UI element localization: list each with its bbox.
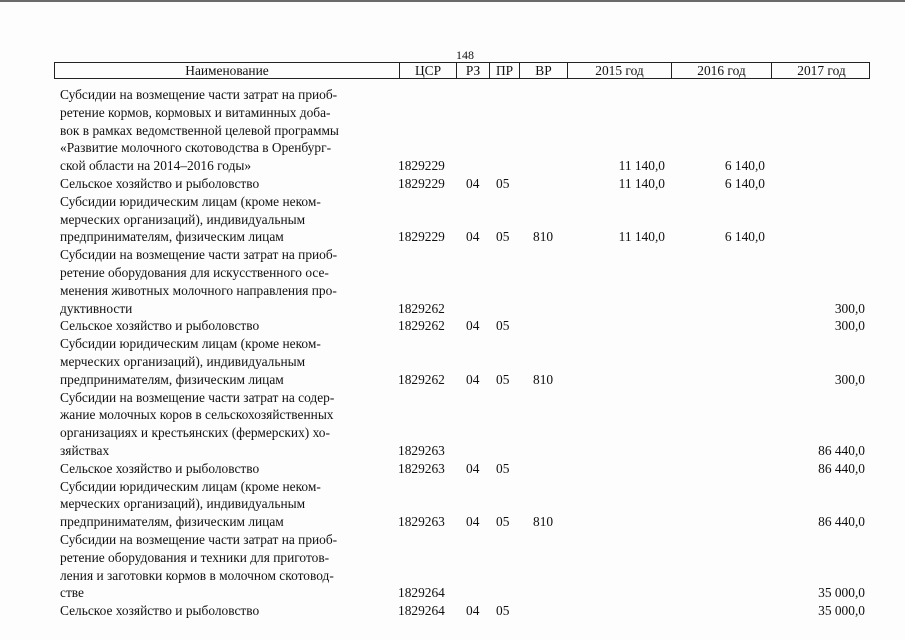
row-2016: 6 140,0 — [724, 229, 765, 245]
row-pr: 05 — [496, 603, 510, 619]
row-2017: 300,0 — [834, 371, 865, 387]
row-rz: 04 — [466, 460, 480, 476]
header-2017: 2017 год — [771, 63, 871, 78]
row-name-line: стве — [60, 585, 84, 601]
row-2016: 6 140,0 — [724, 158, 765, 174]
row-rz: 04 — [466, 229, 480, 245]
row-csr: 1829263 — [398, 443, 445, 458]
row-name-line: ретение оборудования для искусственного осе- — [60, 265, 329, 280]
row-name-line: ретение кормов, кормовых и витаминных доба- — [60, 104, 331, 120]
row-name-line: «Развитие молочного скотоводства в Оренбург- — [60, 140, 332, 156]
row-name-line: мерческих организаций), индивидуальным — [60, 496, 306, 512]
row-name-line: предпринимателям, физическим лицам — [60, 229, 284, 245]
row-name-line: менения животных молочного направления про- — [60, 282, 337, 298]
row-name-line: предпринимателям, физическим лицам — [60, 514, 284, 530]
row-csr: 1829263 — [398, 514, 445, 530]
row-2015: 11 140,0 — [618, 229, 665, 245]
row-rz: 04 — [466, 318, 480, 334]
header-name: Наименование — [185, 63, 269, 78]
row-pr: 05 — [496, 176, 510, 191]
row-2017: 86 440,0 — [818, 514, 865, 530]
row-name-line: мерческих организаций), индивидуальным — [60, 211, 306, 227]
header-csr: ЦСР — [399, 63, 456, 78]
row-pr: 05 — [496, 318, 510, 334]
row-name-line: Субсидии юридическим лицам (кроме неком- — [60, 336, 321, 352]
row-csr: 1829229 — [398, 158, 445, 174]
row-2017: 35 000,0 — [818, 603, 865, 619]
row-name-line: организациях и крестьянских (фермерских) хо- — [60, 425, 330, 441]
row-name-line: Субсидии на возмещение части затрат на приоб- — [60, 87, 338, 102]
row-name-line: Субсидии на возмещение части затрат на содер- — [60, 389, 335, 405]
row-csr: 1829264 — [398, 603, 445, 619]
row-name-line: дуктивности — [60, 300, 133, 316]
row-2017: 300,0 — [834, 300, 865, 316]
row-csr: 1829262 — [398, 300, 445, 316]
row-name-line: предпринимателям, физическим лицам — [60, 371, 284, 387]
row-pr: 05 — [496, 371, 510, 387]
row-name-line: ретение оборудования и техники для приготов- — [60, 549, 330, 565]
row-2015: 11 140,0 — [618, 158, 665, 174]
row-pr: 05 — [496, 514, 510, 530]
row-2015: 11 140,0 — [618, 176, 665, 191]
row-name-line: зяйствах — [60, 443, 110, 458]
row-name-line: ления и заготовки кормов в молочном скотовод- — [60, 567, 334, 583]
row-rz: 04 — [466, 176, 480, 191]
row-2017: 86 440,0 — [818, 443, 865, 458]
header-pr: ПР — [489, 63, 519, 78]
row-name-line: жание молочных коров в сельскохозяйственных — [60, 407, 334, 423]
row-name-line: Субсидии юридическим лицам (кроме неком- — [60, 193, 321, 209]
row-vr: 810 — [533, 514, 554, 530]
row-2017: 35 000,0 — [818, 585, 865, 601]
header-vr: ВР — [519, 63, 567, 78]
header-rz: РЗ — [456, 63, 489, 78]
top-border-line — [0, 0, 905, 2]
row-vr: 810 — [533, 229, 554, 245]
header-2016: 2016 год — [671, 63, 771, 78]
row-rz: 04 — [466, 514, 480, 530]
row-name-line: вок в рамках ведомственной целевой программы — [60, 122, 339, 138]
row-name-line: Сельское хозяйство и рыболовство — [60, 460, 260, 476]
table-header — [54, 62, 870, 79]
row-name-line: Сельское хозяйство и рыболовство — [60, 318, 260, 334]
row-2016: 6 140,0 — [724, 176, 765, 191]
row-name-line: Субсидии на возмещение части затрат на приоб- — [60, 247, 338, 263]
row-name-line: Сельское хозяйство и рыболовство — [60, 176, 260, 191]
row-csr: 1829229 — [398, 176, 445, 191]
row-rz: 04 — [466, 371, 480, 387]
row-name-line: ской области на 2014–2016 годы» — [60, 158, 252, 174]
row-csr: 1829264 — [398, 585, 445, 601]
page-number: 148 — [456, 48, 474, 62]
row-pr: 05 — [496, 460, 510, 476]
row-2017: 86 440,0 — [818, 460, 865, 476]
row-rz: 04 — [466, 603, 480, 619]
header-2015: 2015 год — [567, 63, 671, 78]
row-csr: 1829229 — [398, 229, 445, 245]
row-name-line: Субсидии юридическим лицам (кроме неком- — [60, 478, 321, 494]
row-csr: 1829263 — [398, 460, 445, 476]
row-vr: 810 — [533, 371, 554, 387]
row-pr: 05 — [496, 229, 510, 245]
row-csr: 1829262 — [398, 318, 445, 334]
row-csr: 1829262 — [398, 371, 445, 387]
row-name-line: Сельское хозяйство и рыболовство — [60, 603, 260, 619]
row-2017: 300,0 — [834, 318, 865, 334]
row-name-line: мерческих организаций), индивидуальным — [60, 354, 306, 369]
row-name-line: Субсидии на возмещение части затрат на приоб- — [60, 532, 338, 547]
